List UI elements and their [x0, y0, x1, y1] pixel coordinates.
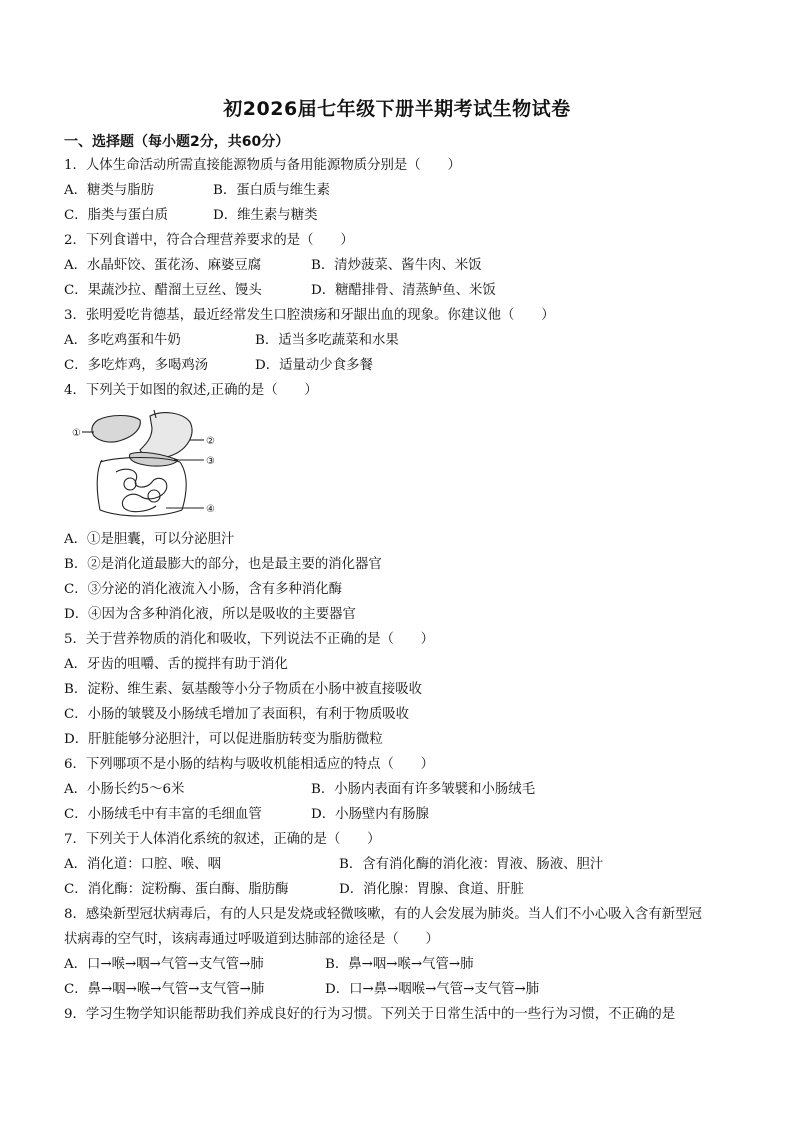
q5-option-c: C．小肠的皱襞及小肠绒毛增加了表面积，有利于物质吸收 [64, 707, 410, 722]
page-title: 初2026届七年级下册半期考试生物试卷 [223, 98, 571, 120]
q3-option-b: B．适当多吃蔬菜和水果 [255, 333, 399, 348]
q5-option-a: A．牙齿的咀嚼、舌的搅拌有助于消化 [64, 657, 288, 672]
question-3-stem: 3．张明爱吃肯德基，最近经常发生口腔溃疡和牙龈出血的现象。你建议他（ ） [64, 308, 555, 323]
q7-option-d: D．消化腺：胃腺、食道、肝脏 [339, 882, 524, 897]
q4-option-a: A．①是胆囊，可以分泌胆汁 [64, 532, 235, 547]
q7-option-c: C．消化酶：淀粉酶、蛋白酶、脂肪酶 [64, 882, 289, 897]
q2-option-d: D．糖醋排骨、清蒸鲈鱼、米饭 [311, 283, 496, 298]
question-7-stem: 7．下列关于人体消化系统的叙述，正确的是（ ） [64, 832, 381, 847]
q4-option-c: C．③分泌的消化液流入小肠，含有多种消化酶 [64, 582, 343, 597]
digestive-system-figure [70, 410, 230, 522]
q8-option-b: B．鼻→咽→喉→气管→肺 [325, 957, 474, 972]
small-intestine-shape [116, 469, 167, 511]
figure-label-1: ① [72, 428, 81, 439]
section-heading: 一、选择题（每小题2分，共60分） [64, 134, 290, 150]
question-1-stem: 1．人体生命活动所需直接能源物质与备用能源物质分别是（ ） [64, 158, 461, 173]
figure-label-3: ③ [206, 456, 215, 467]
q6-option-b: B．小肠内表面有许多皱襞和小肠绒毛 [311, 782, 536, 797]
figure-label-4: ④ [206, 504, 215, 515]
q8-option-d: D．口→鼻→咽喉→气管→支气管→肺 [325, 982, 540, 997]
question-8-stem: 8．感染新型冠状病毒后，有的人只是发烧或轻微咳嗽，有的人会发展为肺炎。当人们不小心吸入含有新型冠 [64, 907, 702, 922]
q4-option-b: B．②是消化道最膨大的部分，也是最主要的消化器官 [64, 557, 382, 572]
question-9-stem: 9．学习生物学知识能帮助我们养成良好的行为习惯。下列关于日常生活中的一些行为习惯，不正确的是 [64, 1007, 676, 1022]
q5-option-d: D．肝脏能够分泌胆汁，可以促进脂肪转变为脂肪微粒 [64, 732, 383, 747]
q6-option-c: C．小肠绒毛中有丰富的毛细血管 [64, 807, 262, 822]
q2-option-c: C．果蔬沙拉、醋溜土豆丝、馒头 [64, 283, 262, 298]
q7-option-a: A．消化道：口腔、喉、咽 [64, 857, 221, 872]
question-6-stem: 6．下列哪项不是小肠的结构与吸收机能相适应的特点（ ） [64, 757, 435, 772]
q1-option-a: A．糖类与脂肪 [64, 183, 155, 198]
q6-option-a: A．小肠长约5～6米 [64, 782, 185, 797]
liver-shape [92, 416, 140, 443]
q6-option-d: D．小肠壁内有肠腺 [311, 807, 429, 822]
question-5-stem: 5．关于营养物质的消化和吸收，下列说法不正确的是（ ） [64, 632, 435, 647]
q8-option-c: C．鼻→咽→喉→气管→支气管→肺 [64, 982, 265, 997]
figure-label-2: ② [206, 436, 215, 447]
q2-option-a: A．水晶虾饺、蛋花汤、麻婆豆腐 [64, 258, 262, 273]
q1-option-b: B．蛋白质与维生素 [213, 183, 330, 198]
question-4-stem: 4．下列关于如图的叙述,正确的是（ ） [64, 383, 318, 398]
q4-option-d: D．④因为含多种消化液，所以是吸收的主要器官 [64, 607, 356, 622]
q1-option-c: C．脂类与蛋白质 [64, 208, 168, 223]
q5-option-b: B．淀粉、维生素、氨基酸等小分子物质在小肠中被直接吸收 [64, 682, 422, 697]
question-8-stem-cont: 状病毒的空气时，该病毒通过呼吸道到达肺部的途径是（ ） [64, 932, 439, 947]
question-2-stem: 2．下列食谱中，符合合理营养要求的是（ ） [64, 233, 354, 248]
stomach-shape [140, 413, 192, 458]
q3-option-c: C．多吃炸鸡，多喝鸡汤 [64, 358, 209, 373]
q7-option-b: B．含有消化酶的消化液：胃液、肠液、胆汁 [339, 857, 604, 872]
q8-option-a: A．口→喉→咽→气管→支气管→肺 [64, 957, 264, 972]
q3-option-d: D．适量动少食多餐 [255, 358, 373, 373]
q3-option-a: A．多吃鸡蛋和牛奶 [64, 333, 181, 348]
q2-option-b: B．清炒菠菜、酱牛肉、米饭 [311, 258, 482, 273]
q1-option-d: D．维生素与糖类 [213, 208, 318, 223]
